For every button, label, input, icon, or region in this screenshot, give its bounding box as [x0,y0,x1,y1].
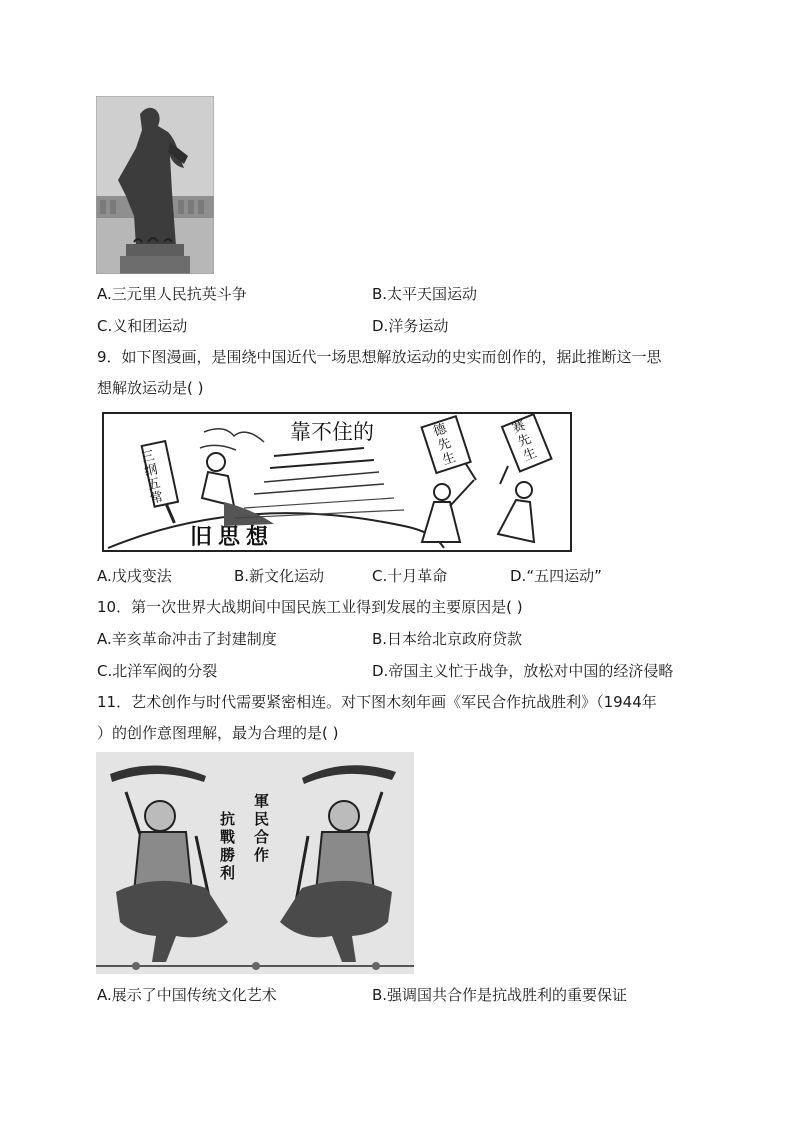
cartoon-tablet-text: 三纲五常 [140,448,165,508]
q9-option-c: C.十月革命 [372,567,448,585]
cartoon-banner-text: 靠不住的 [290,420,374,444]
q9-option-d: D.“五四运动” [510,567,602,585]
q10-stem: 10．第一次世界大战期间中国民族工业得到发展的主要原因是( ) [97,598,523,616]
q9-cartoon [102,412,572,552]
q10-option-c: C.北洋军阀的分裂 [97,662,218,680]
q9-stem-line2: 想解放运动是( ) [97,379,204,397]
q11-stem-line1: 11．艺术创作与时代需要紧密相连。对下图木刻年画《军民合作抗战胜利》（1944年 [97,693,657,711]
q10-option-b: B.日本给北京政府贷款 [372,630,523,648]
woodcut-left-text: 抗戰勝利 [220,810,236,882]
q10-option-a: A.辛亥革命冲击了封建制度 [97,630,277,648]
woodcut-right-text: 軍民合作 [254,792,270,864]
q10-option-d: D.帝国主义忙于战争，放松对中国的经济侵略 [372,662,674,680]
q8-option-c: C.义和团运动 [97,317,188,335]
statue-photo [96,96,214,274]
q9-option-a: A.戊戌变法 [97,567,172,585]
q9-stem-line1: 9．如下图漫画，是围绕中国近代一场思想解放运动的史实而创作的，据此推断这一思 [97,348,662,366]
cartoon-flag-right-text: 赛先生 [510,417,540,465]
q8-option-a: A.三元里人民抗英斗争 [97,285,247,303]
cartoon-ground-text: 旧思想 [190,524,275,550]
q11-woodcut [96,752,414,974]
q11-option-a: A.展示了中国传统文化艺术 [97,986,277,1004]
q8-option-b: B.太平天国运动 [372,285,478,303]
q8-option-d: D.洋务运动 [372,317,449,335]
q11-stem-line2: ）的创作意图理解，最为合理的是( ) [97,724,339,742]
q11-option-b: B.强调国共合作是抗战胜利的重要保证 [372,986,628,1004]
q9-option-b: B.新文化运动 [234,567,325,585]
cartoon-flag-left-text: 德先生 [431,421,458,469]
